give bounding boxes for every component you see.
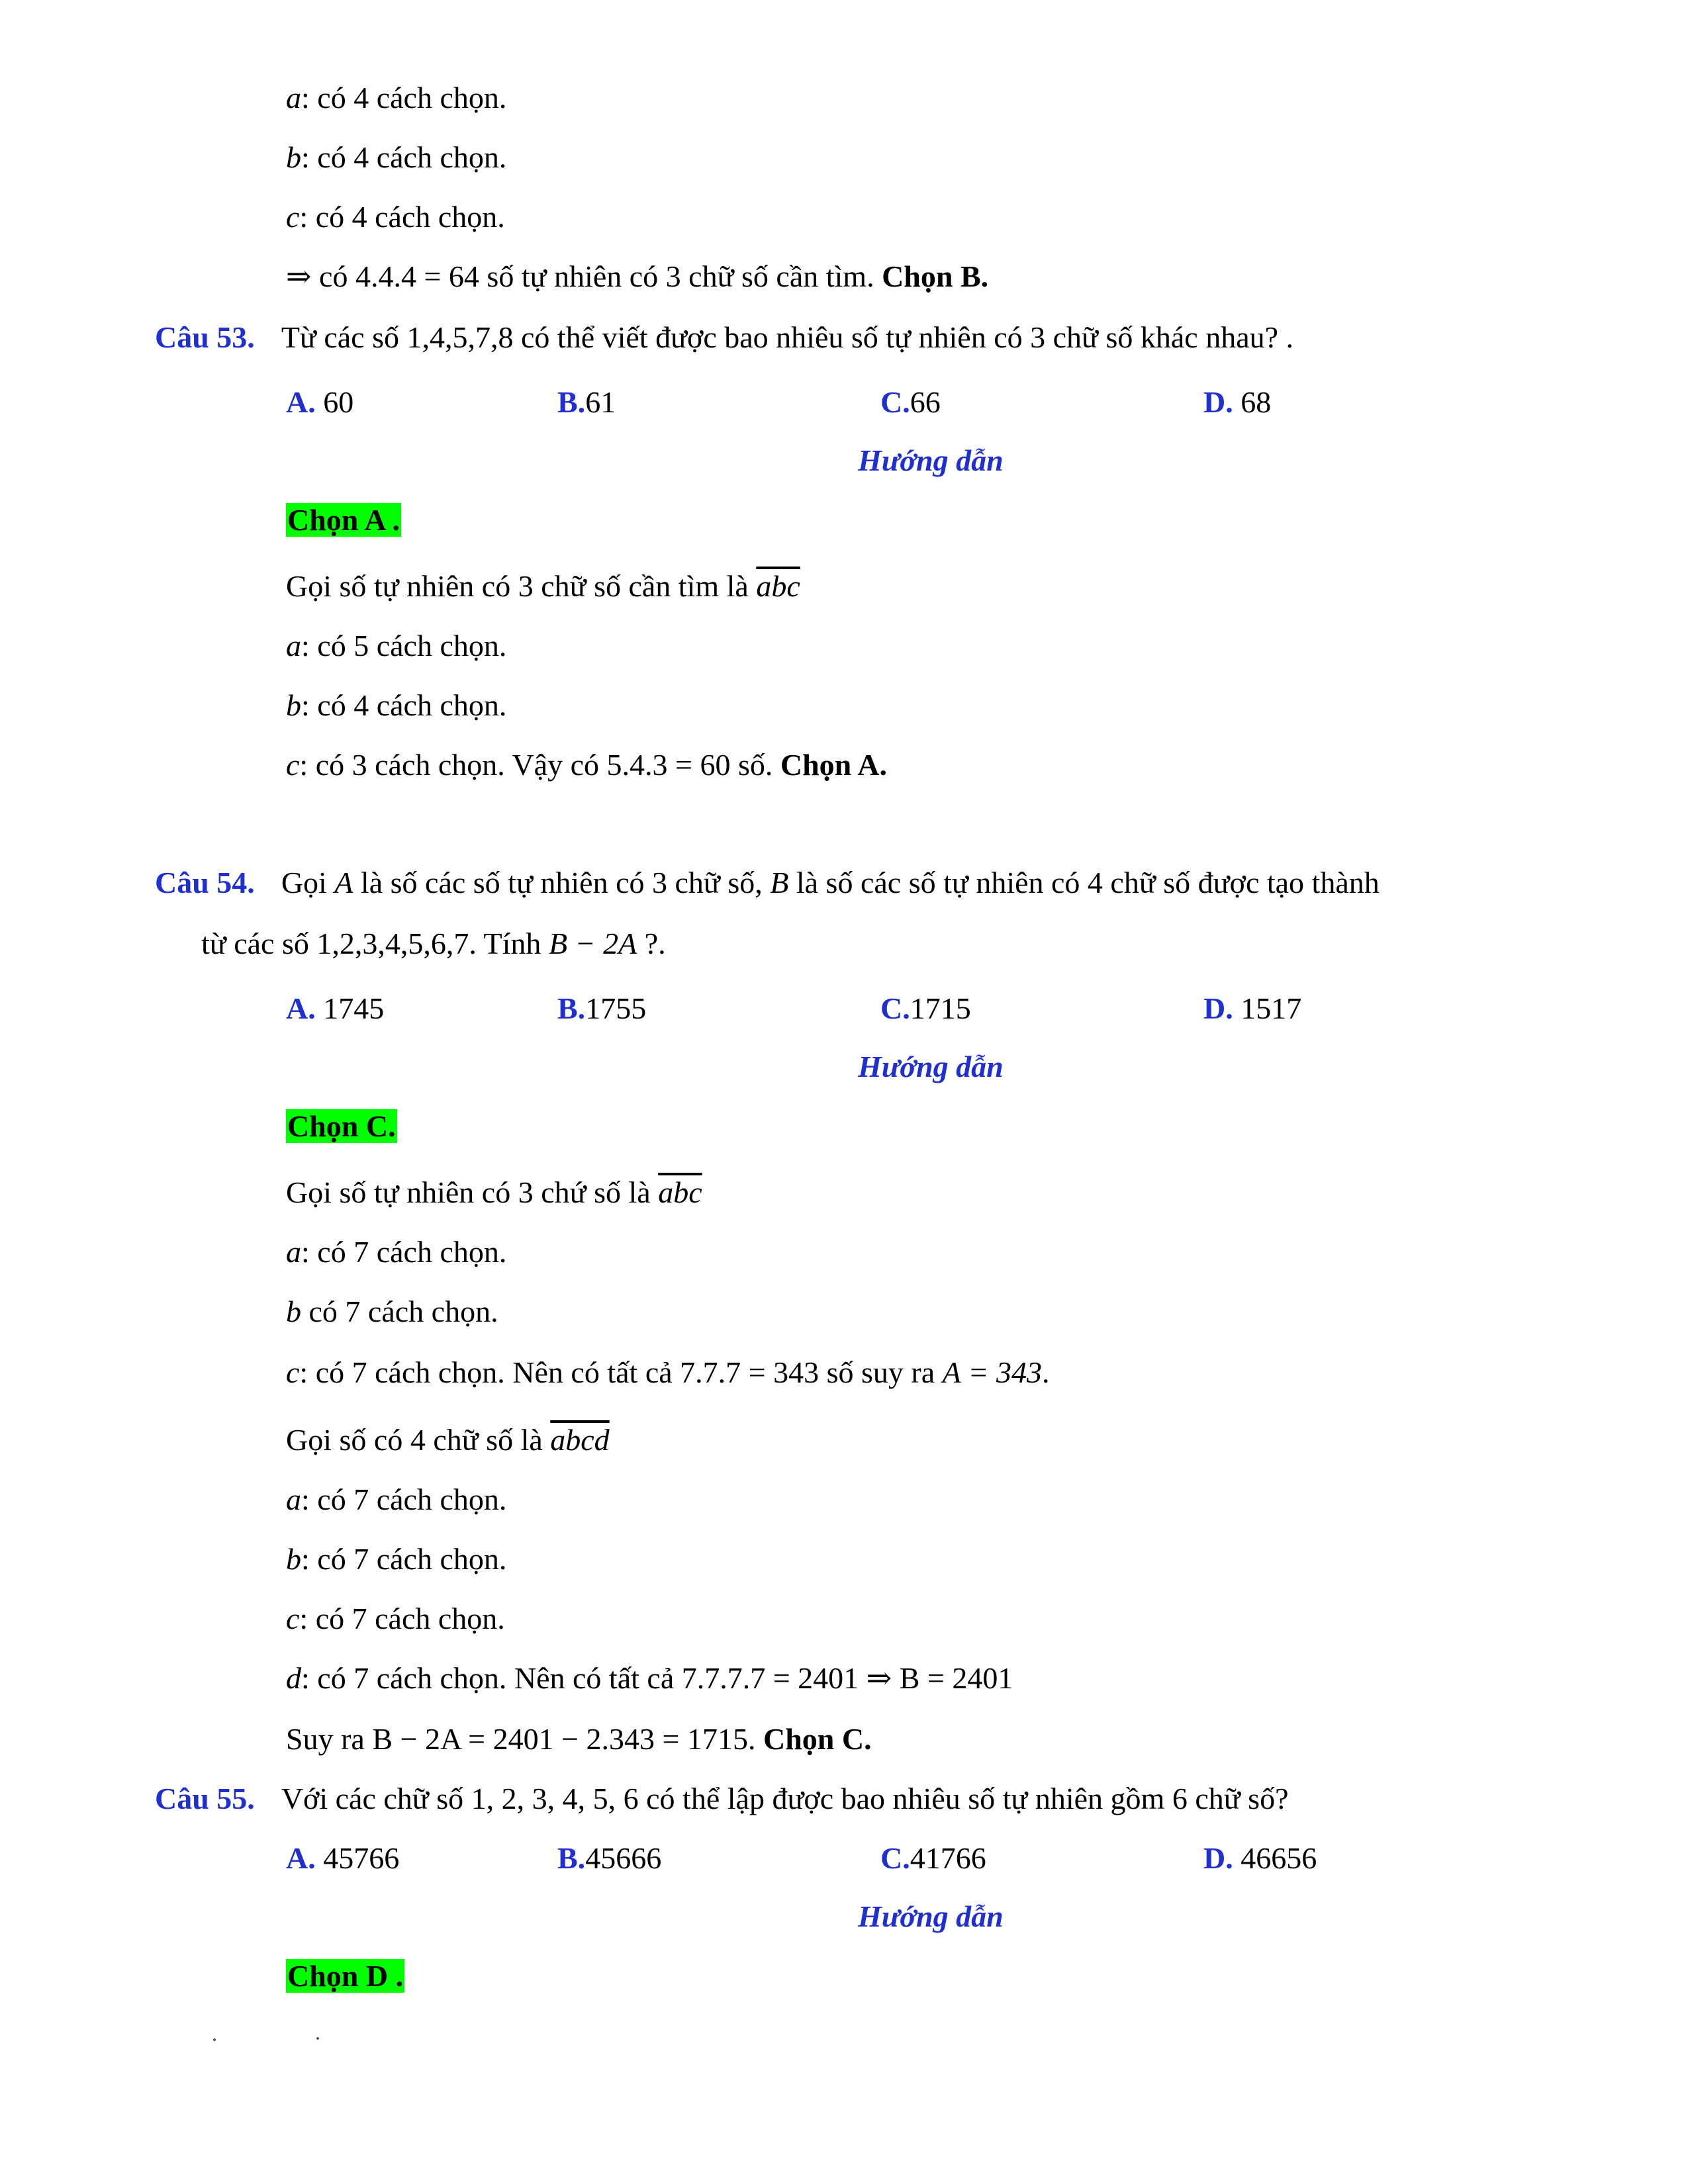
q53-guide-heading: Hướng dẫn: [858, 443, 1004, 477]
q53-option-b[interactable]: B.61: [557, 385, 616, 419]
q55-option-c[interactable]: C.41766: [880, 1841, 986, 1875]
q55-option-d[interactable]: D. 46656: [1203, 1841, 1317, 1875]
q54-option-d[interactable]: D. 1517: [1203, 991, 1302, 1025]
top-conclusion: ⇒ có 4.4.4 = 64 số tự nhiên có 3 chữ số cần tìm. Chọn B.: [286, 259, 989, 293]
q54-sol-3: b có 7 cách chọn.: [286, 1295, 498, 1328]
q54-option-b[interactable]: B.1755: [557, 991, 647, 1025]
q54-sol-6: a: có 7 cách chọn.: [286, 1482, 507, 1516]
q55-answer: Chọn D .: [287, 1959, 404, 1993]
top-line-b: b: có 4 cách chọn.: [286, 140, 507, 174]
q54-label: Câu 54.: [155, 866, 255, 899]
top-line-c: c: có 4 cách chọn.: [286, 200, 505, 234]
q54-sol-9: d: có 7 cách chọn. Nên có tất cả 7.7.7.7 = 2401 ⇒ B = 2401: [286, 1661, 1013, 1695]
q54-sol-2: a: có 7 cách chọn.: [286, 1235, 507, 1269]
q54-stem-line1: Câu 54. Gọi A là số các số tự nhiên có 3 chữ số, B là số các số tự nhiên có 4 chữ số được tạo thành: [155, 866, 1380, 899]
q55-stem: Câu 55. Với các chữ số 1, 2, 3, 4, 5, 6 có thể lập được bao nhiêu số tự nhiên gồm 6 chữ số?: [155, 1782, 1289, 1815]
q54-sol-7: b: có 7 cách chọn.: [286, 1542, 507, 1576]
q54-sol-10: Suy ra B − 2A = 2401 − 2.343 = 1715. Chọn C.: [286, 1722, 872, 1756]
q55-option-a[interactable]: A. 45766: [286, 1841, 400, 1875]
q54-stem-line2: từ các số 1,2,3,4,5,6,7. Tính B − 2A ?.: [201, 927, 666, 960]
q54-sol-8: c: có 7 cách chọn.: [286, 1602, 505, 1635]
q54-answer: Chọn C.: [287, 1109, 396, 1143]
q54-sol-5: Gọi số có 4 chữ số là abcd: [286, 1423, 610, 1457]
q53-sol-a: a: có 5 cách chọn.: [286, 629, 507, 662]
q53-label: Câu 53.: [155, 320, 255, 354]
speck-1: [213, 2038, 216, 2041]
q53-stem: Câu 53. Từ các số 1,4,5,7,8 có thể viết được bao nhiêu số tự nhiên có 3 chữ số khác nhau? .: [155, 320, 1294, 354]
q53-option-d[interactable]: D. 68: [1203, 385, 1272, 419]
q55-guide-heading: Hướng dẫn: [858, 1899, 1004, 1933]
q53-sol-c: c: có 3 cách chọn. Vậy có 5.4.3 = 60 số. Chọn A.: [286, 748, 887, 782]
q53-answer: Chọn A .: [287, 503, 400, 537]
top-line-a: a: có 4 cách chọn.: [286, 81, 507, 114]
q53-sol-intro: Gọi số tự nhiên có 3 chữ số cần tìm là $\overline{abc}$: [286, 569, 800, 603]
speck-2: [316, 2037, 319, 2040]
q54-option-c[interactable]: C.1715: [880, 991, 971, 1025]
q54-sol-4: c: có 7 cách chọn. Nên có tất cả 7.7.7 = 343 số suy ra A = 343.: [286, 1355, 1050, 1389]
q53-option-c[interactable]: C.66: [880, 385, 941, 419]
q53-sol-b: b: có 4 cách chọn.: [286, 688, 507, 722]
q53-option-a[interactable]: A. 60: [286, 385, 354, 419]
q54-guide-heading: Hướng dẫn: [858, 1050, 1004, 1083]
q54-option-a[interactable]: A. 1745: [286, 991, 385, 1025]
q55-label: Câu 55.: [155, 1782, 255, 1815]
q55-option-b[interactable]: B.45666: [557, 1841, 662, 1875]
q54-sol-1: Gọi số tự nhiên có 3 chứ số là $\overline{abc}$: [286, 1175, 702, 1209]
